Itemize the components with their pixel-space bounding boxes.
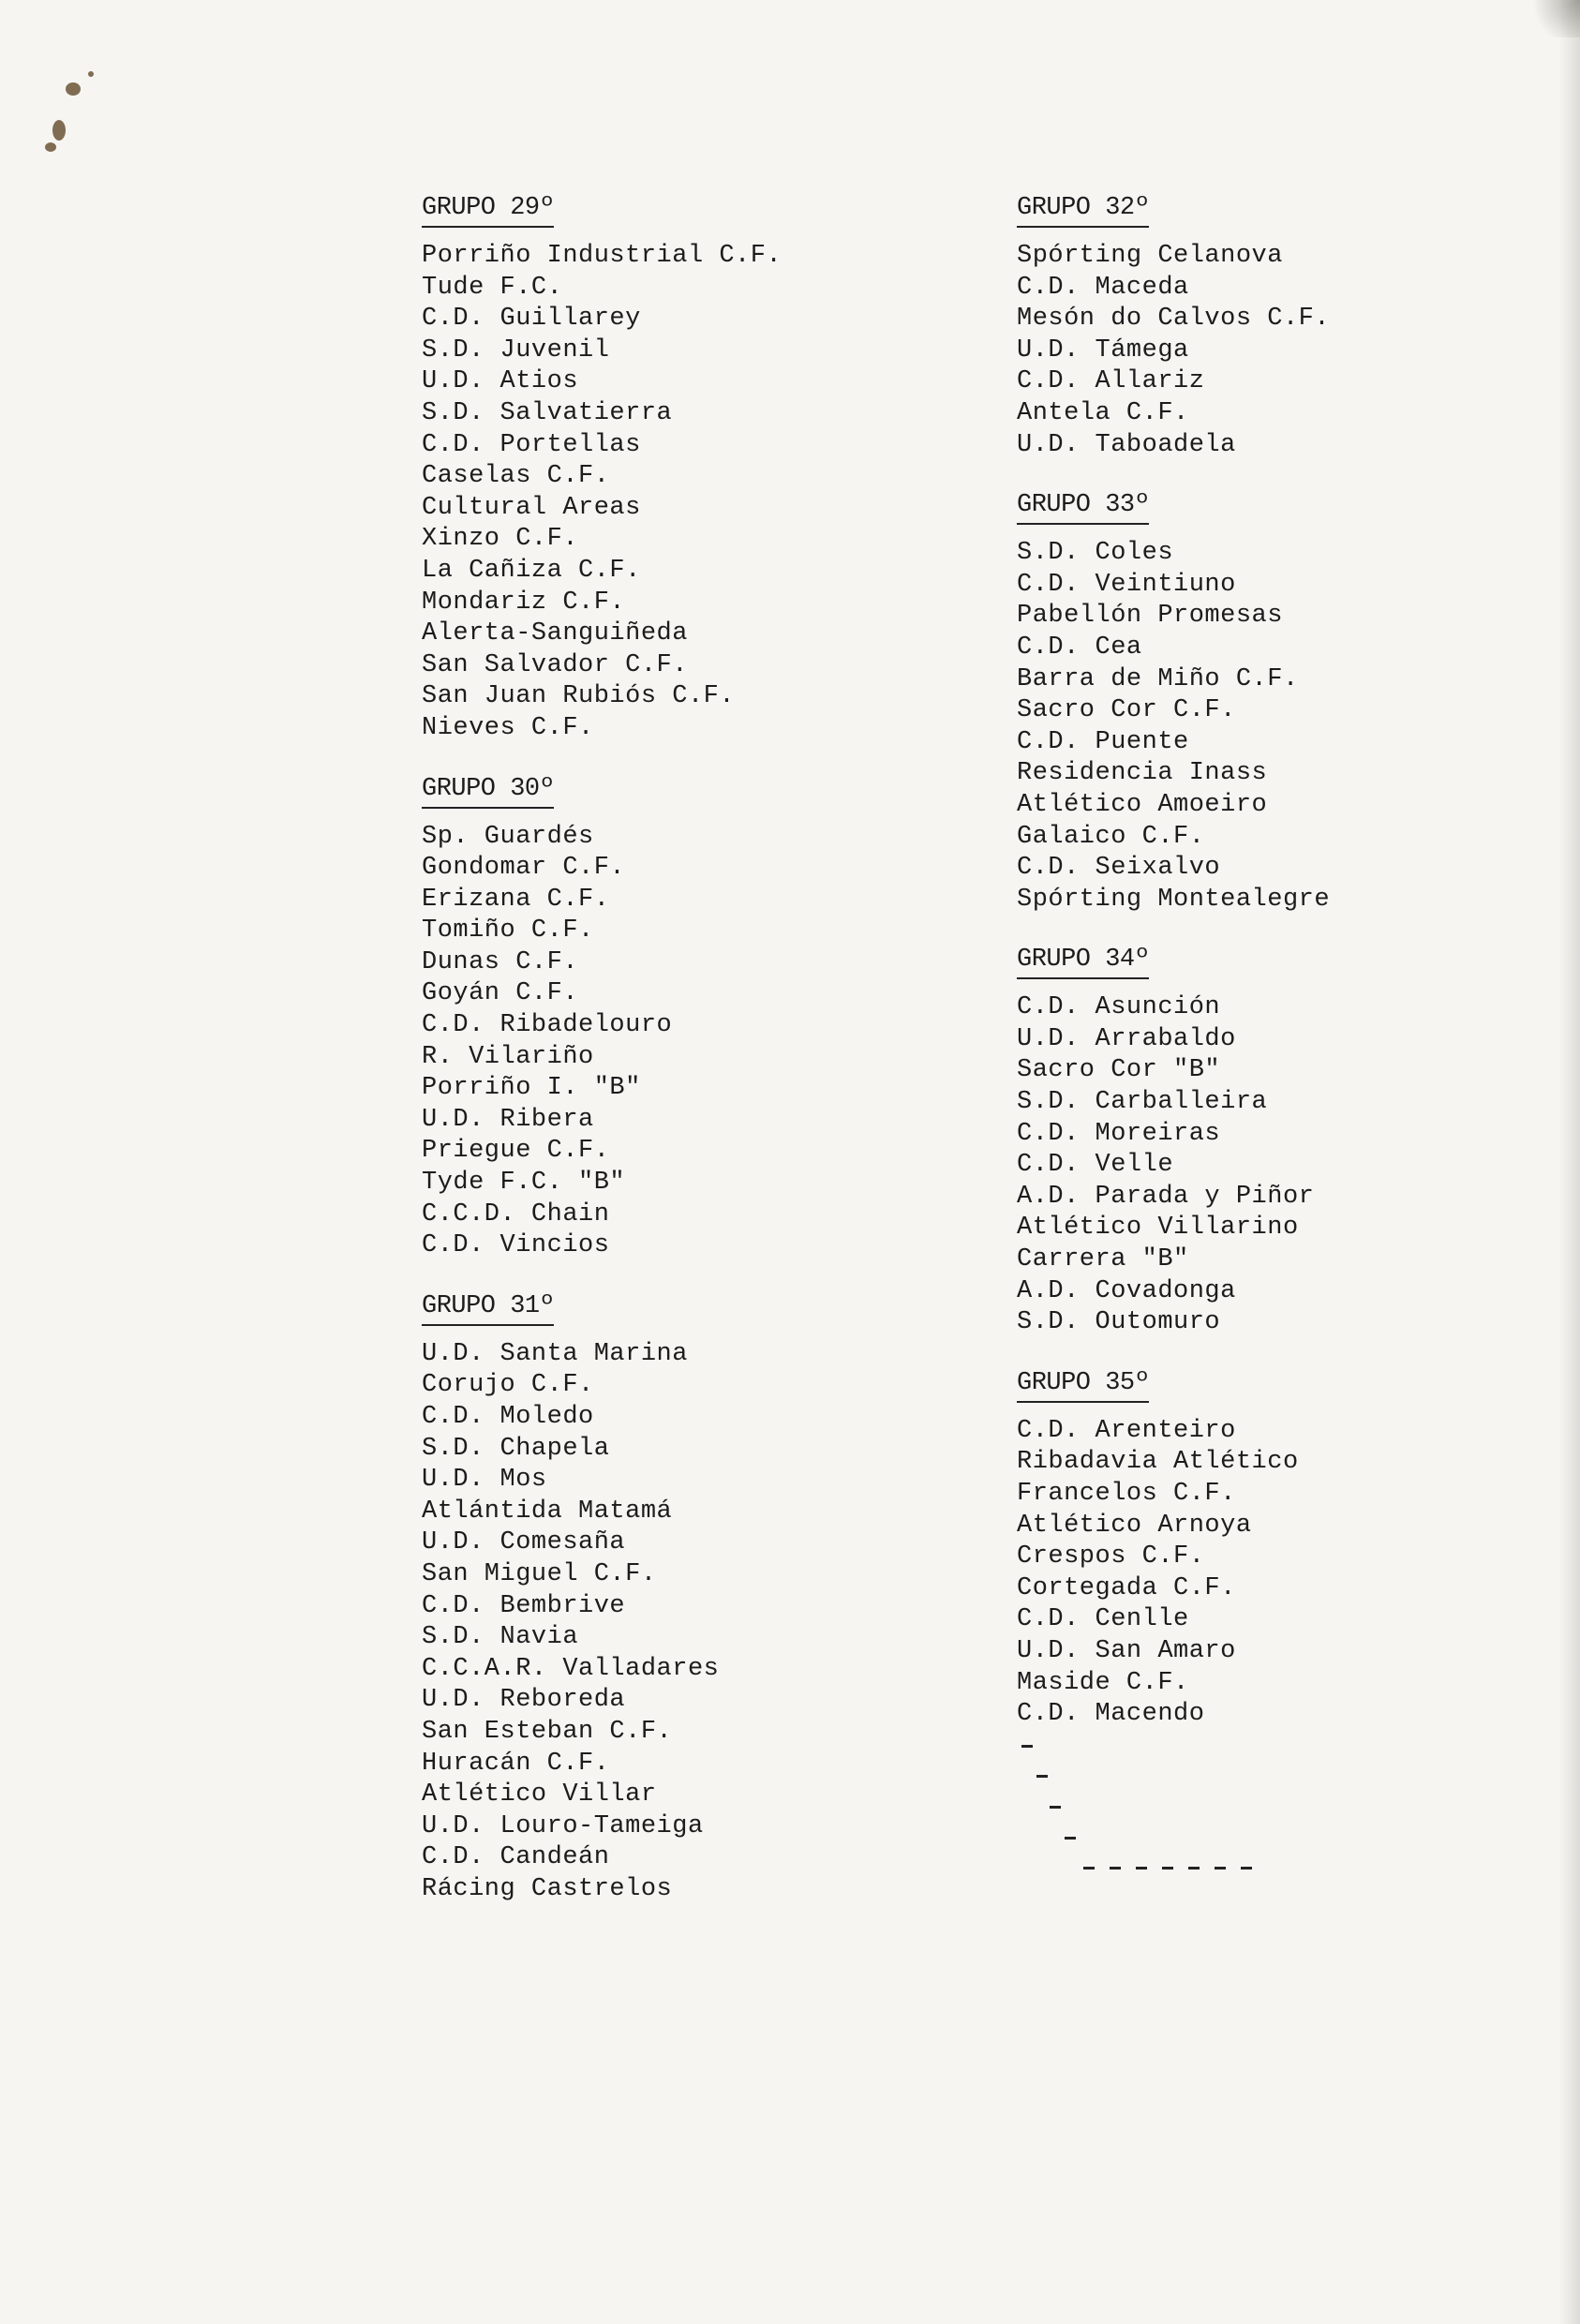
team-entry: A.D. Parada y Piñor — [1017, 1182, 1315, 1211]
group-32 — [1017, 192, 1330, 461]
dash-mark — [1065, 1837, 1076, 1840]
team-entry: C.D. Bembrive — [422, 1591, 626, 1620]
team-entry: U.D. Mos — [422, 1466, 547, 1495]
team-entry: A.D. Covadonga — [1017, 1276, 1236, 1305]
team-entry: C.D. Cenlle — [1017, 1605, 1189, 1634]
team-entry: U.D. San Amaro — [1017, 1636, 1236, 1665]
team-entry: Porriño Industrial C.F. — [422, 242, 783, 270]
team-list — [422, 241, 782, 745]
team-entry: U.D. Támega — [1017, 335, 1189, 365]
team-entry: Gondomar C.F. — [422, 854, 626, 883]
team-entry: Xinzo C.F. — [422, 525, 579, 554]
team-entry: C.D. Veintiuno — [1017, 570, 1236, 599]
team-list — [422, 822, 782, 1262]
team-entry: Galaico C.F. — [1017, 822, 1205, 851]
team-entry: C.D. Portellas — [422, 430, 641, 459]
team-entry: U.D. Ribera — [422, 1105, 594, 1134]
team-entry: C.D. Seixalvo — [1017, 854, 1221, 883]
team-entry: San Salvador C.F. — [422, 650, 688, 679]
team-entry: R. Vilariño — [422, 1042, 594, 1071]
group-29 — [422, 192, 782, 745]
team-entry: Sp. Guardés — [422, 822, 594, 851]
team-entry: C.D. Velle — [1017, 1151, 1174, 1180]
dash-mark — [1110, 1867, 1121, 1870]
dash-mark — [1162, 1867, 1173, 1870]
team-entry: C.D. Allariz — [1017, 367, 1205, 396]
group-heading: GRUPO 29º — [422, 192, 554, 228]
team-entry: Erizana C.F. — [422, 885, 610, 914]
dash-mark — [1050, 1806, 1061, 1809]
team-entry: C.D. Cea — [1017, 633, 1142, 662]
team-entry: Mesón do Calvos C.F. — [1017, 305, 1331, 334]
team-entry: Dunas C.F. — [422, 947, 579, 976]
team-entry: La Cañiza C.F. — [422, 556, 641, 585]
right-column — [1017, 192, 1330, 1759]
ink-stain-mark — [66, 82, 81, 96]
dash-mark — [1188, 1867, 1200, 1870]
team-entry: Sacro Cor "B" — [1017, 1056, 1221, 1085]
team-entry: U.D. Arrabaldo — [1017, 1024, 1236, 1053]
team-entry: Antela C.F. — [1017, 398, 1189, 427]
page-corner-shadow — [1524, 0, 1580, 37]
team-entry: San Miguel C.F. — [422, 1559, 657, 1588]
team-entry: C.D. Guillarey — [422, 305, 641, 334]
team-entry: Priegue C.F. — [422, 1137, 610, 1166]
team-entry: S.D. Carballeira — [1017, 1088, 1268, 1117]
team-entry: S.D. Salvatierra — [422, 398, 673, 427]
team-entry: C.D. Puente — [1017, 727, 1189, 756]
team-entry: Atlántida Matamá — [422, 1497, 673, 1526]
team-entry: Rácing Castrelos — [422, 1874, 673, 1903]
group-33 — [1017, 489, 1330, 916]
team-entry: Porriño I. "B" — [422, 1074, 641, 1103]
team-entry: Mondariz C.F. — [422, 588, 626, 617]
team-entry: Atlético Arnoya — [1017, 1511, 1252, 1540]
team-list — [1017, 241, 1330, 461]
team-entry: Pabellón Promesas — [1017, 602, 1283, 631]
team-list — [1017, 992, 1330, 1339]
team-entry: U.D. Atios — [422, 367, 579, 396]
team-entry: S.D. Chapela — [422, 1434, 610, 1463]
team-entry: Huracán C.F. — [422, 1749, 610, 1778]
team-entry: San Esteban C.F. — [422, 1717, 673, 1746]
team-entry: C.D. Vincios — [422, 1231, 610, 1260]
team-entry: Spórting Celanova — [1017, 242, 1283, 270]
team-entry: Atlético Villar — [422, 1780, 657, 1810]
team-entry: C.C.A.R. Valladares — [422, 1654, 720, 1683]
team-entry: Atlético Villarino — [1017, 1214, 1299, 1243]
left-column — [422, 192, 782, 1934]
team-entry: Barra de Miño C.F. — [1017, 664, 1299, 693]
team-entry: Sacro Cor C.F. — [1017, 696, 1236, 725]
team-entry: C.D. Macendo — [1017, 1700, 1205, 1729]
team-entry: U.D. Santa Marina — [422, 1339, 688, 1368]
team-entry: S.D. Coles — [1017, 539, 1174, 568]
team-entry: Carrera "B" — [1017, 1245, 1189, 1274]
team-entry: C.D. Arenteiro — [1017, 1416, 1236, 1445]
team-entry: C.D. Maceda — [1017, 273, 1189, 302]
team-entry: Caselas C.F. — [422, 462, 610, 491]
team-entry: Cortegada C.F. — [1017, 1573, 1236, 1602]
team-entry: Atlético Amoeiro — [1017, 790, 1268, 819]
team-entry: Maside C.F. — [1017, 1668, 1189, 1697]
group-heading: GRUPO 35º — [1017, 1367, 1149, 1403]
group-heading: GRUPO 31º — [422, 1290, 554, 1326]
team-entry: U.D. Comesaña — [422, 1528, 626, 1557]
dash-mark — [1083, 1867, 1095, 1870]
team-entry: C.D. Moreiras — [1017, 1119, 1221, 1148]
team-entry: C.D. Candeán — [422, 1843, 610, 1872]
dash-mark — [1136, 1867, 1147, 1870]
team-entry: Residencia Inass — [1017, 759, 1268, 788]
group-31 — [422, 1290, 782, 1906]
ink-stain-mark — [52, 120, 66, 141]
team-entry: U.D. Louro-Tameiga — [422, 1811, 704, 1840]
team-entry: U.D. Reboreda — [422, 1686, 626, 1715]
team-entry: Nieves C.F. — [422, 713, 594, 742]
group-heading: GRUPO 30º — [422, 773, 554, 809]
team-entry: Francelos C.F. — [1017, 1480, 1236, 1508]
team-list — [1017, 1416, 1330, 1731]
team-entry: Alerta-Sanguiñeda — [422, 619, 688, 648]
dash-mark — [1021, 1745, 1033, 1748]
team-entry: Tomiño C.F. — [422, 916, 594, 946]
team-entry: Tyde F.C. "B" — [422, 1169, 626, 1198]
team-entry: Goyán C.F. — [422, 979, 579, 1008]
group-heading: GRUPO 32º — [1017, 192, 1149, 228]
team-entry: Tude F.C. — [422, 273, 563, 302]
team-entry: C.D. Asunción — [1017, 993, 1221, 1022]
dash-mark — [1215, 1867, 1226, 1870]
group-35 — [1017, 1367, 1330, 1731]
ink-stain-mark — [88, 71, 94, 77]
team-entry: Cultural Areas — [422, 493, 641, 522]
group-heading: GRUPO 34º — [1017, 944, 1149, 979]
team-entry: S.D. Juvenil — [422, 335, 610, 365]
group-30 — [422, 773, 782, 1262]
team-entry: C.D. Ribadelouro — [422, 1011, 673, 1040]
team-entry: Crespos C.F. — [1017, 1542, 1205, 1572]
team-entry: San Juan Rubiós C.F. — [422, 682, 736, 711]
dash-mark — [1241, 1867, 1252, 1870]
team-list — [422, 1339, 782, 1906]
group-heading: GRUPO 33º — [1017, 489, 1149, 525]
dash-mark — [1036, 1775, 1048, 1778]
team-entry: Corujo C.F. — [422, 1371, 594, 1400]
team-entry: C.C.D. Chain — [422, 1199, 610, 1229]
team-entry: C.D. Moledo — [422, 1403, 594, 1431]
group-34 — [1017, 944, 1330, 1339]
team-entry: U.D. Taboadela — [1017, 430, 1236, 459]
team-entry: S.D. Navia — [422, 1623, 579, 1652]
team-list — [1017, 538, 1330, 916]
team-entry: Ribadavia Atlético — [1017, 1448, 1299, 1477]
ink-stain-mark — [45, 142, 56, 152]
team-entry: S.D. Outomuro — [1017, 1308, 1221, 1337]
page-edge-shadow — [1559, 0, 1580, 2324]
team-entry: Spórting Montealegre — [1017, 885, 1331, 914]
